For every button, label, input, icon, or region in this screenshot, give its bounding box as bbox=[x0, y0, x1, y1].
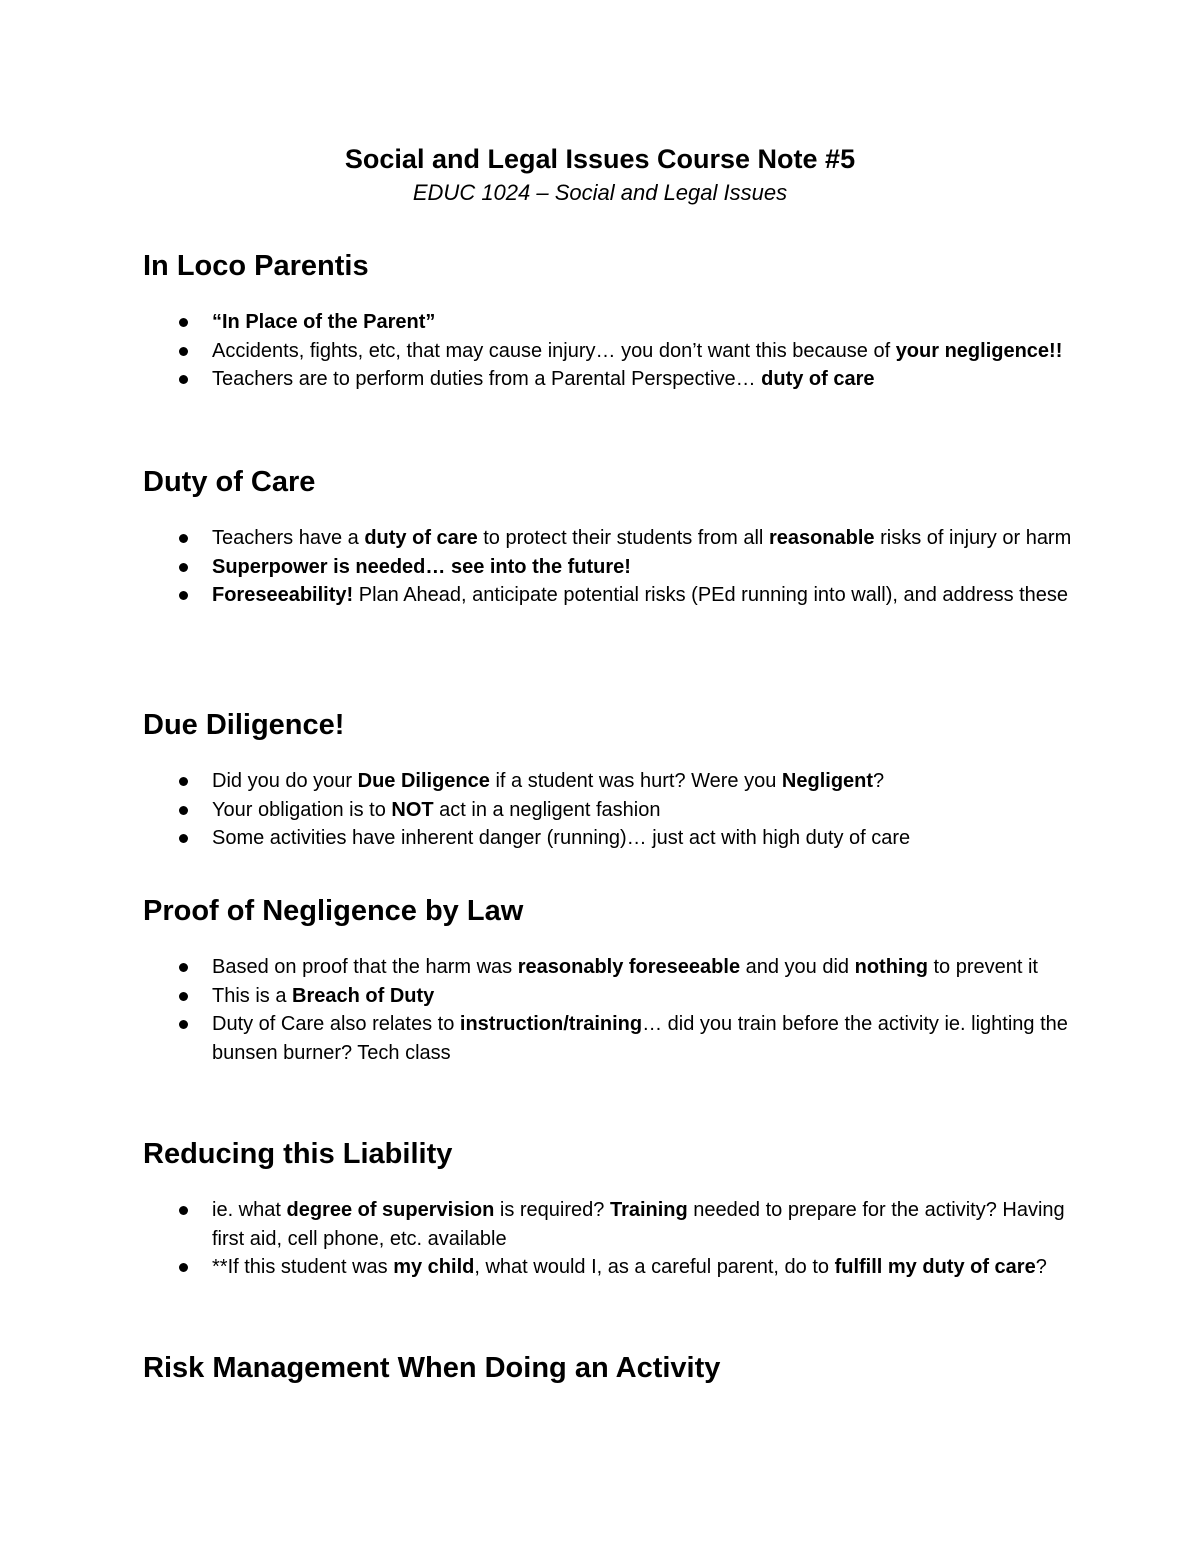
text: Teachers are to perform duties from a Parental Perspective… bbox=[212, 368, 762, 391]
bold-text: reasonably foreseeable bbox=[517, 956, 741, 978]
section-heading: Proof of Negligence by Law bbox=[143, 895, 524, 927]
bullet-icon bbox=[179, 1206, 188, 1215]
list-item bbox=[143, 1196, 1073, 1253]
section-heading: In Loco Parentis bbox=[143, 250, 369, 282]
bullet-list bbox=[143, 524, 1073, 610]
text: to protect their students from all bbox=[477, 527, 769, 549]
text: Did you do your bbox=[212, 770, 358, 792]
bullet-icon bbox=[179, 318, 188, 327]
list-item bbox=[143, 365, 1073, 394]
text: , what would I, as a careful parent, do to bbox=[474, 1256, 835, 1279]
bold-text: my child bbox=[393, 1256, 475, 1279]
text: Your obligation is to bbox=[212, 798, 392, 821]
text: Teachers have a bbox=[212, 527, 365, 549]
bullet-icon bbox=[179, 1020, 188, 1029]
bold-text: Superpower is needed… see into the future! bbox=[212, 555, 631, 578]
section-risk-management bbox=[143, 1350, 1073, 1386]
list-item bbox=[143, 337, 1073, 366]
bullet-list bbox=[143, 953, 1073, 1067]
bullet-icon bbox=[179, 777, 188, 786]
bold-text: duty of care bbox=[364, 527, 478, 549]
bullet-list bbox=[143, 767, 1073, 853]
section-heading: Risk Management When Doing an Activity bbox=[143, 1352, 721, 1384]
text: risks of injury or harm bbox=[874, 527, 1072, 549]
text: ie. what bbox=[212, 1199, 287, 1221]
section-in-loco-parentis bbox=[143, 248, 1073, 394]
text: Based on proof that the harm was bbox=[212, 956, 518, 978]
text: ? bbox=[873, 770, 885, 792]
section-reducing-liability bbox=[143, 1136, 1073, 1282]
bold-text: nothing bbox=[854, 956, 928, 978]
text: This is a bbox=[212, 984, 293, 1007]
bullet-list bbox=[143, 1196, 1073, 1282]
list-item bbox=[143, 308, 1073, 337]
bullet-icon bbox=[179, 591, 188, 600]
bullet-icon bbox=[179, 375, 188, 384]
list-item bbox=[143, 982, 1073, 1011]
bullet-icon bbox=[179, 1263, 188, 1272]
text: ? bbox=[1035, 1256, 1047, 1279]
page-subtitle: EDUC 1024 – Social and Legal Issues bbox=[412, 180, 788, 205]
bold-text: instruction/training bbox=[459, 1013, 643, 1036]
text: needed to prepare for the activity? Having first aid, cell phone, etc. available bbox=[212, 1199, 1065, 1250]
list-item bbox=[143, 524, 1073, 553]
text: Some activities have inherent danger (running)… just act with high duty of care bbox=[212, 827, 911, 850]
bold-text: degree of supervision bbox=[286, 1199, 495, 1221]
list-item bbox=[143, 796, 1073, 825]
bullet-icon bbox=[179, 992, 188, 1001]
text: **If this student was bbox=[212, 1256, 394, 1279]
text: is required? bbox=[494, 1199, 610, 1221]
list-item bbox=[143, 581, 1073, 610]
bold-text: Training bbox=[609, 1199, 688, 1221]
bullet-icon bbox=[179, 963, 188, 972]
bullet-list bbox=[143, 308, 1073, 394]
bold-text: Negligent bbox=[781, 770, 874, 792]
bold-text: NOT bbox=[391, 798, 434, 821]
list-item bbox=[143, 824, 1073, 853]
section-heading: Reducing this Liability bbox=[143, 1138, 453, 1170]
list-item bbox=[143, 953, 1073, 982]
text: act in a negligent fashion bbox=[433, 798, 661, 821]
bold-text: duty of care bbox=[761, 368, 875, 391]
bold-text: Foreseeability! bbox=[212, 584, 354, 607]
bold-text: Due Diligence bbox=[357, 770, 490, 792]
bullet-icon bbox=[179, 347, 188, 356]
section-duty-of-care bbox=[143, 464, 1073, 610]
section-proof-of-negligence bbox=[143, 893, 1073, 1067]
list-item bbox=[143, 553, 1073, 582]
bold-text: your negligence!! bbox=[895, 339, 1063, 362]
text: Duty of Care also relates to bbox=[212, 1013, 460, 1036]
bullet-icon bbox=[179, 563, 188, 572]
text: to prevent it bbox=[927, 956, 1038, 978]
text: … did you train before the activity ie. lighting the bunsen burner? Tech class bbox=[212, 1013, 1068, 1064]
bullet-icon bbox=[179, 806, 188, 815]
bullet-icon bbox=[179, 834, 188, 843]
bold-text: reasonable bbox=[768, 527, 875, 549]
text: Accidents, fights, etc, that may cause injury… you don’t want this because of bbox=[212, 339, 896, 362]
bold-text: fulfill my duty of care bbox=[834, 1256, 1036, 1279]
list-item bbox=[143, 767, 1073, 796]
bold-text: Breach of Duty bbox=[292, 984, 435, 1007]
bullet-icon bbox=[179, 534, 188, 543]
section-heading: Duty of Care bbox=[143, 466, 316, 498]
text: and you did bbox=[740, 956, 855, 978]
section-due-diligence bbox=[143, 707, 1073, 853]
bold-text: “In Place of the Parent” bbox=[212, 311, 436, 333]
text: Plan Ahead, anticipate potential risks (PEd running into wall), and address these bbox=[353, 584, 1069, 607]
section-heading: Due Diligence! bbox=[143, 709, 345, 741]
page-title: Social and Legal Issues Course Note #5 bbox=[344, 144, 856, 174]
list-item bbox=[143, 1253, 1073, 1282]
text: if a student was hurt? Were you bbox=[489, 770, 782, 792]
list-item bbox=[143, 1010, 1073, 1067]
